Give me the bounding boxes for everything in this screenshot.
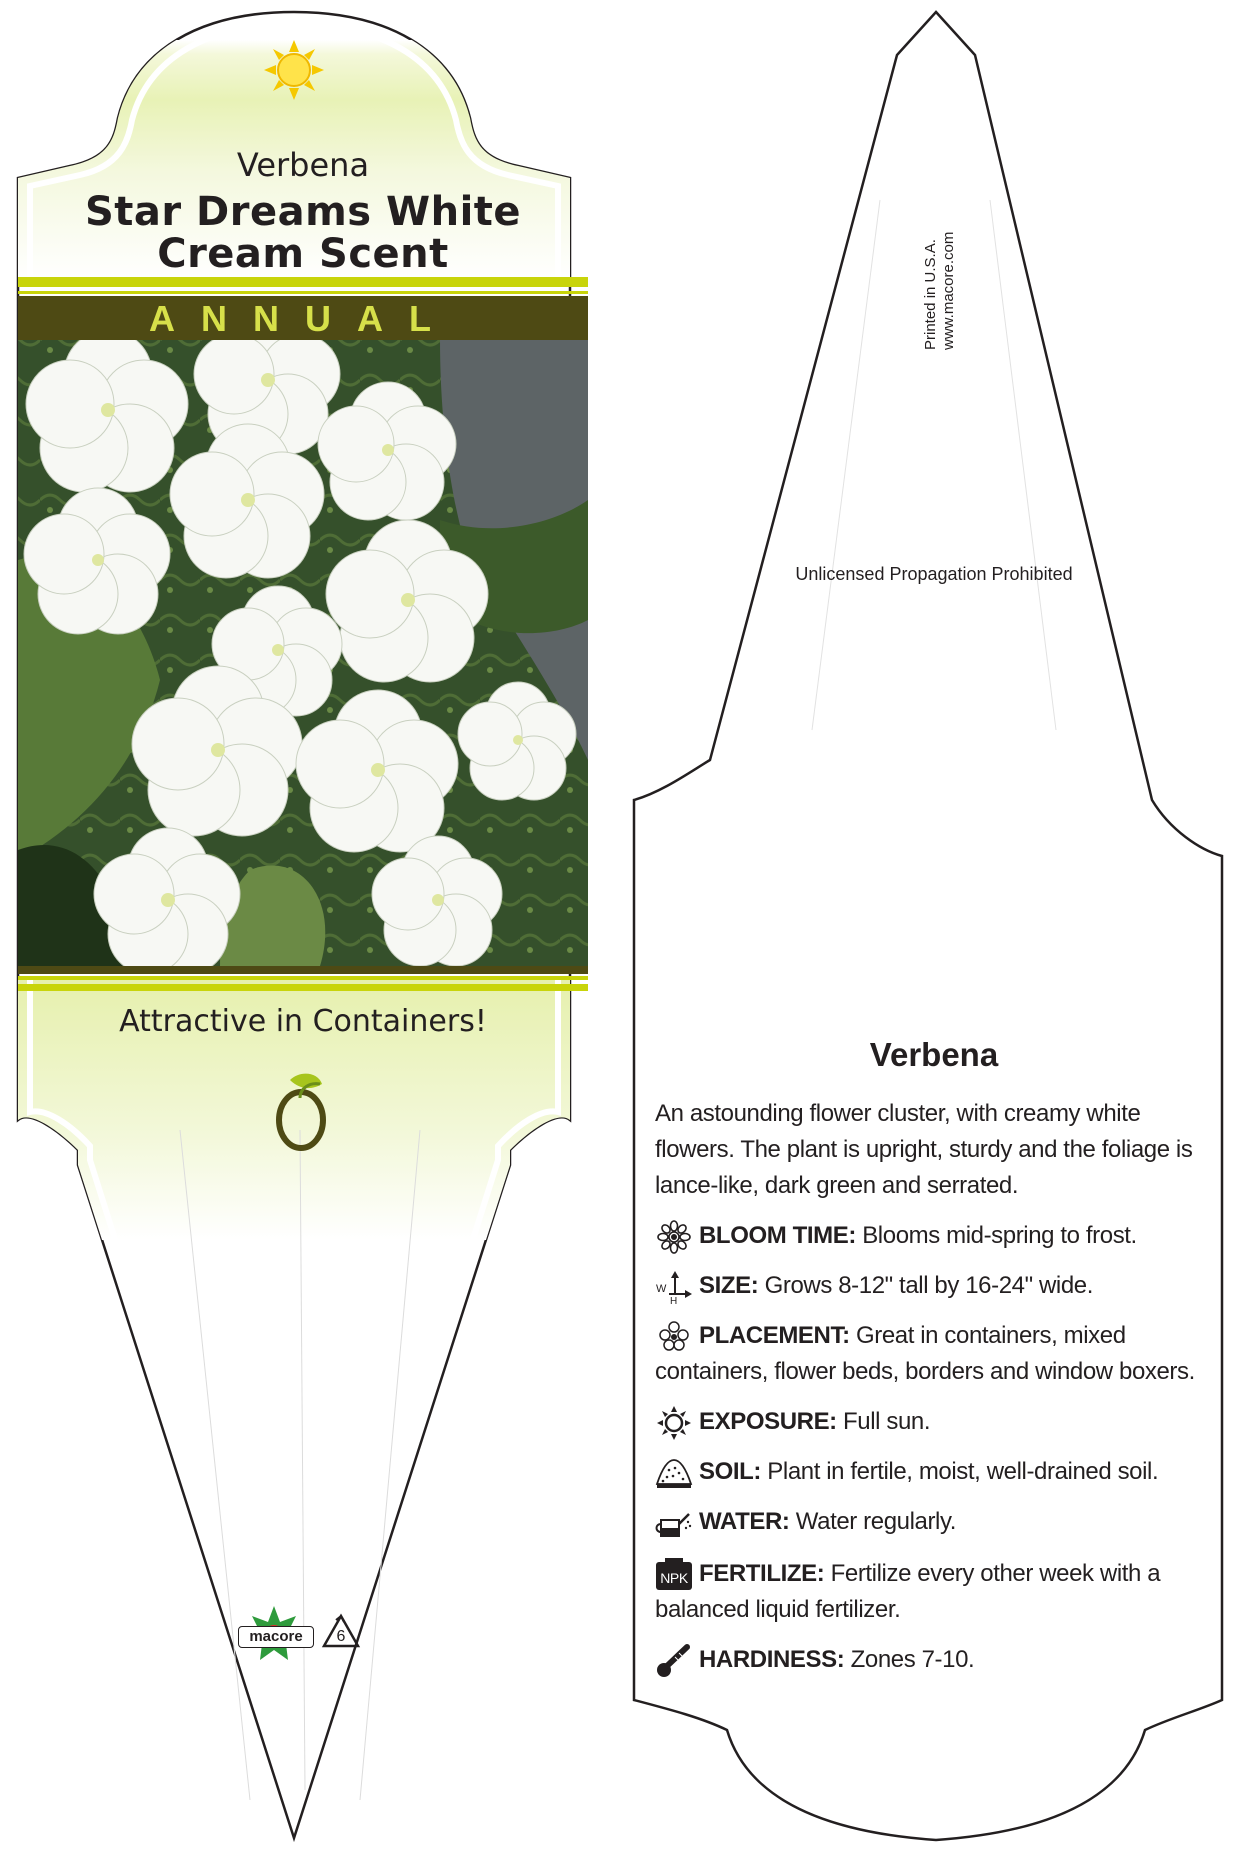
- flower-photo-blossoms: [18, 340, 588, 966]
- plant-description: An astounding flower cluster, with creamy white flowers. The plant is upright, sturdy and the foliage is lance-like, dark green and serrated.: [655, 1100, 1193, 1199]
- category-label: ANNUAL: [149, 298, 457, 339]
- back-title: Verbena: [869, 1036, 999, 1073]
- svg-text:NPK: NPK: [660, 1569, 688, 1586]
- top-accent-rule: [18, 277, 588, 287]
- soil-icon: [655, 1456, 693, 1490]
- info-exposure: EXPOSURE: Full sun.: [655, 1404, 1195, 1440]
- sun-icon: [655, 1406, 693, 1440]
- info-hardiness: HARDINESS: Zones 7-10.: [655, 1642, 1195, 1678]
- npk-icon: [655, 1558, 693, 1592]
- svg-text:H: H: [670, 1295, 677, 1304]
- tagline: Attractive in Containers!: [119, 1004, 487, 1039]
- printed-in-usa: Printed in U.S.A.: [922, 239, 939, 350]
- recycle-code: 6: [336, 1628, 346, 1645]
- watering-can-icon: [655, 1506, 693, 1540]
- growth-seed-icon: [270, 1068, 332, 1152]
- info-fertilize: NPK FERTILIZE: Fertilize every other week with a balanced liquid fertilizer.: [655, 1556, 1195, 1628]
- info-size: W H SIZE: Grows 8-12" tall by 16-24" wide.: [655, 1268, 1195, 1304]
- variety-name-line2: Cream Scent: [157, 231, 449, 277]
- sun-logo-icon: [262, 38, 326, 102]
- flower-icon: [655, 1220, 693, 1254]
- info-bloom-time: BLOOM TIME: Blooms mid-spring to frost.: [655, 1218, 1195, 1254]
- svg-text:W: W: [656, 1282, 666, 1295]
- propagation-notice: Unlicensed Propagation Prohibited: [795, 564, 1073, 584]
- macore-brand-label: macore: [238, 1626, 314, 1648]
- info-soil: SOIL: Plant in fertile, moist, well-drained soil.: [655, 1454, 1195, 1490]
- macore-website: www.macore.com: [940, 231, 957, 350]
- variety-name-line1: Star Dreams White: [84, 189, 522, 235]
- size-arrows-icon: [655, 1270, 693, 1304]
- genus-name: Verbena: [236, 146, 370, 184]
- info-water: WATER: Water regularly.: [655, 1504, 1195, 1540]
- thermometer-icon: [655, 1644, 693, 1678]
- info-placement: PLACEMENT: Great in containers, mixed containers, flower beds, borders and window boxers.: [655, 1318, 1195, 1390]
- placement-flowers-icon: [655, 1320, 693, 1354]
